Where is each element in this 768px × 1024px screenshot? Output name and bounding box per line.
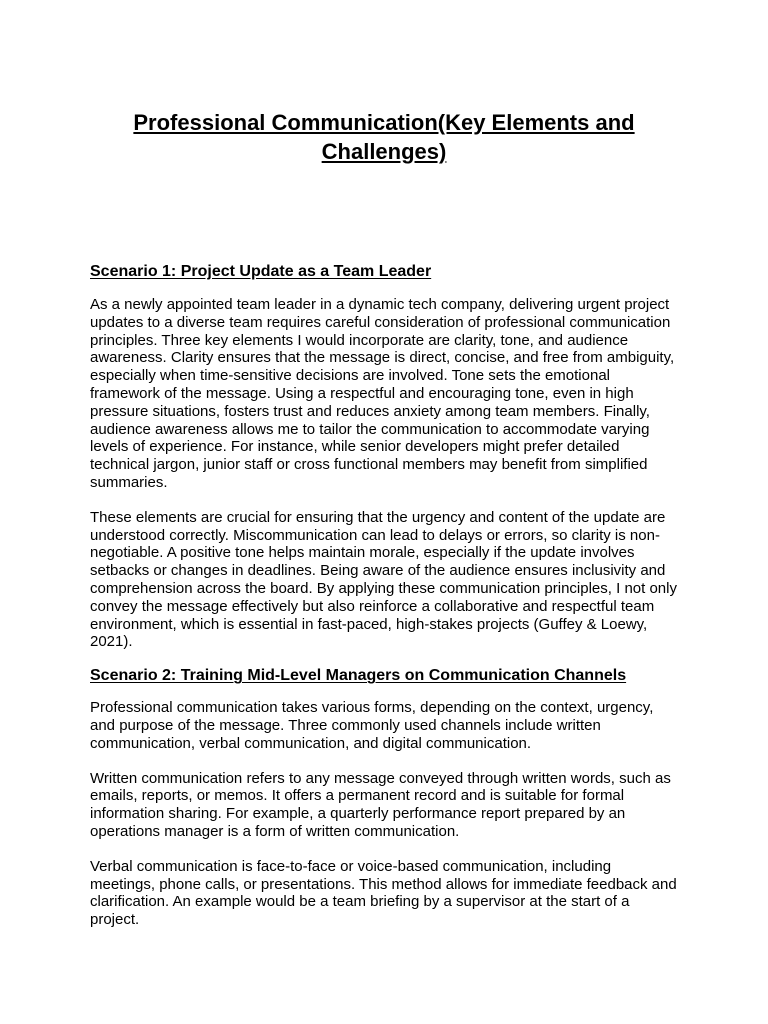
document-title: Professional Communication(Key Elements and Challenges) [133,110,635,164]
paragraph: These elements are crucial for ensuring that the urgency and content of the update are understood correctly. Miscommunication can lead to delays or errors, so clarity is non-negotiable. A positive tone helps maintain morale, especially if the update involves setbacks or changes in deadlines. Being aware of the audience ensures inclusivity and comprehension across the board. By applying these communication principles, I not only convey the message effectively but also reinforce a collaborative and respectful team environment, which is essential in fast-paced, high-stakes projects (Guffey & Loewy, 2021). [90,508,677,651]
document-body [90,262,680,946]
paragraph: Written communication refers to any message conveyed through written words, such as emails, reports, or memos. It offers a permanent record and is suitable for formal information sharing. For example, a quarterly performance report prepared by an operations manager is a form of written communication. [90,769,671,840]
paragraph: Verbal communication is face-to-face or voice-based communication, including meetings, phone calls, or presentations. This method allows for immediate feedback and clarification. An example would be a team briefing by a supervisor at the start of a project. [90,857,677,929]
paragraph: As a newly appointed team leader in a dynamic tech company, delivering urgent project updates to a diverse team requires careful consideration of professional communication principles. Three key elements I would incorporate are clarity, tone, and audience awareness. Clarity ensures that the message is direct, concise, and free from ambiguity, especially when time-sensitive decisions are involved. Tone sets the emotional framework of the message. Using a respectful and encouraging tone, even in high pressure situations, fosters trust and reduces anxiety among team members. Finally, audience awareness allows me to tailor the communication to accommodate varying levels of experience. For instance, while senior developers might prefer detailed technical jargon, junior staff or cross functional members may benefit from simplified summaries. [90,296,675,491]
section-heading-scenario-2: Scenario 2: Training Mid-Level Managers on Communication Channels [90,667,627,685]
section-heading-scenario-1: Scenario 1: Project Update as a Team Leader [90,263,432,280]
paragraph: Professional communication takes various forms, depending on the context, urgency, and purpose of the message. Three commonly used channels include written communication, verbal communication, and digital communication. [90,699,654,752]
